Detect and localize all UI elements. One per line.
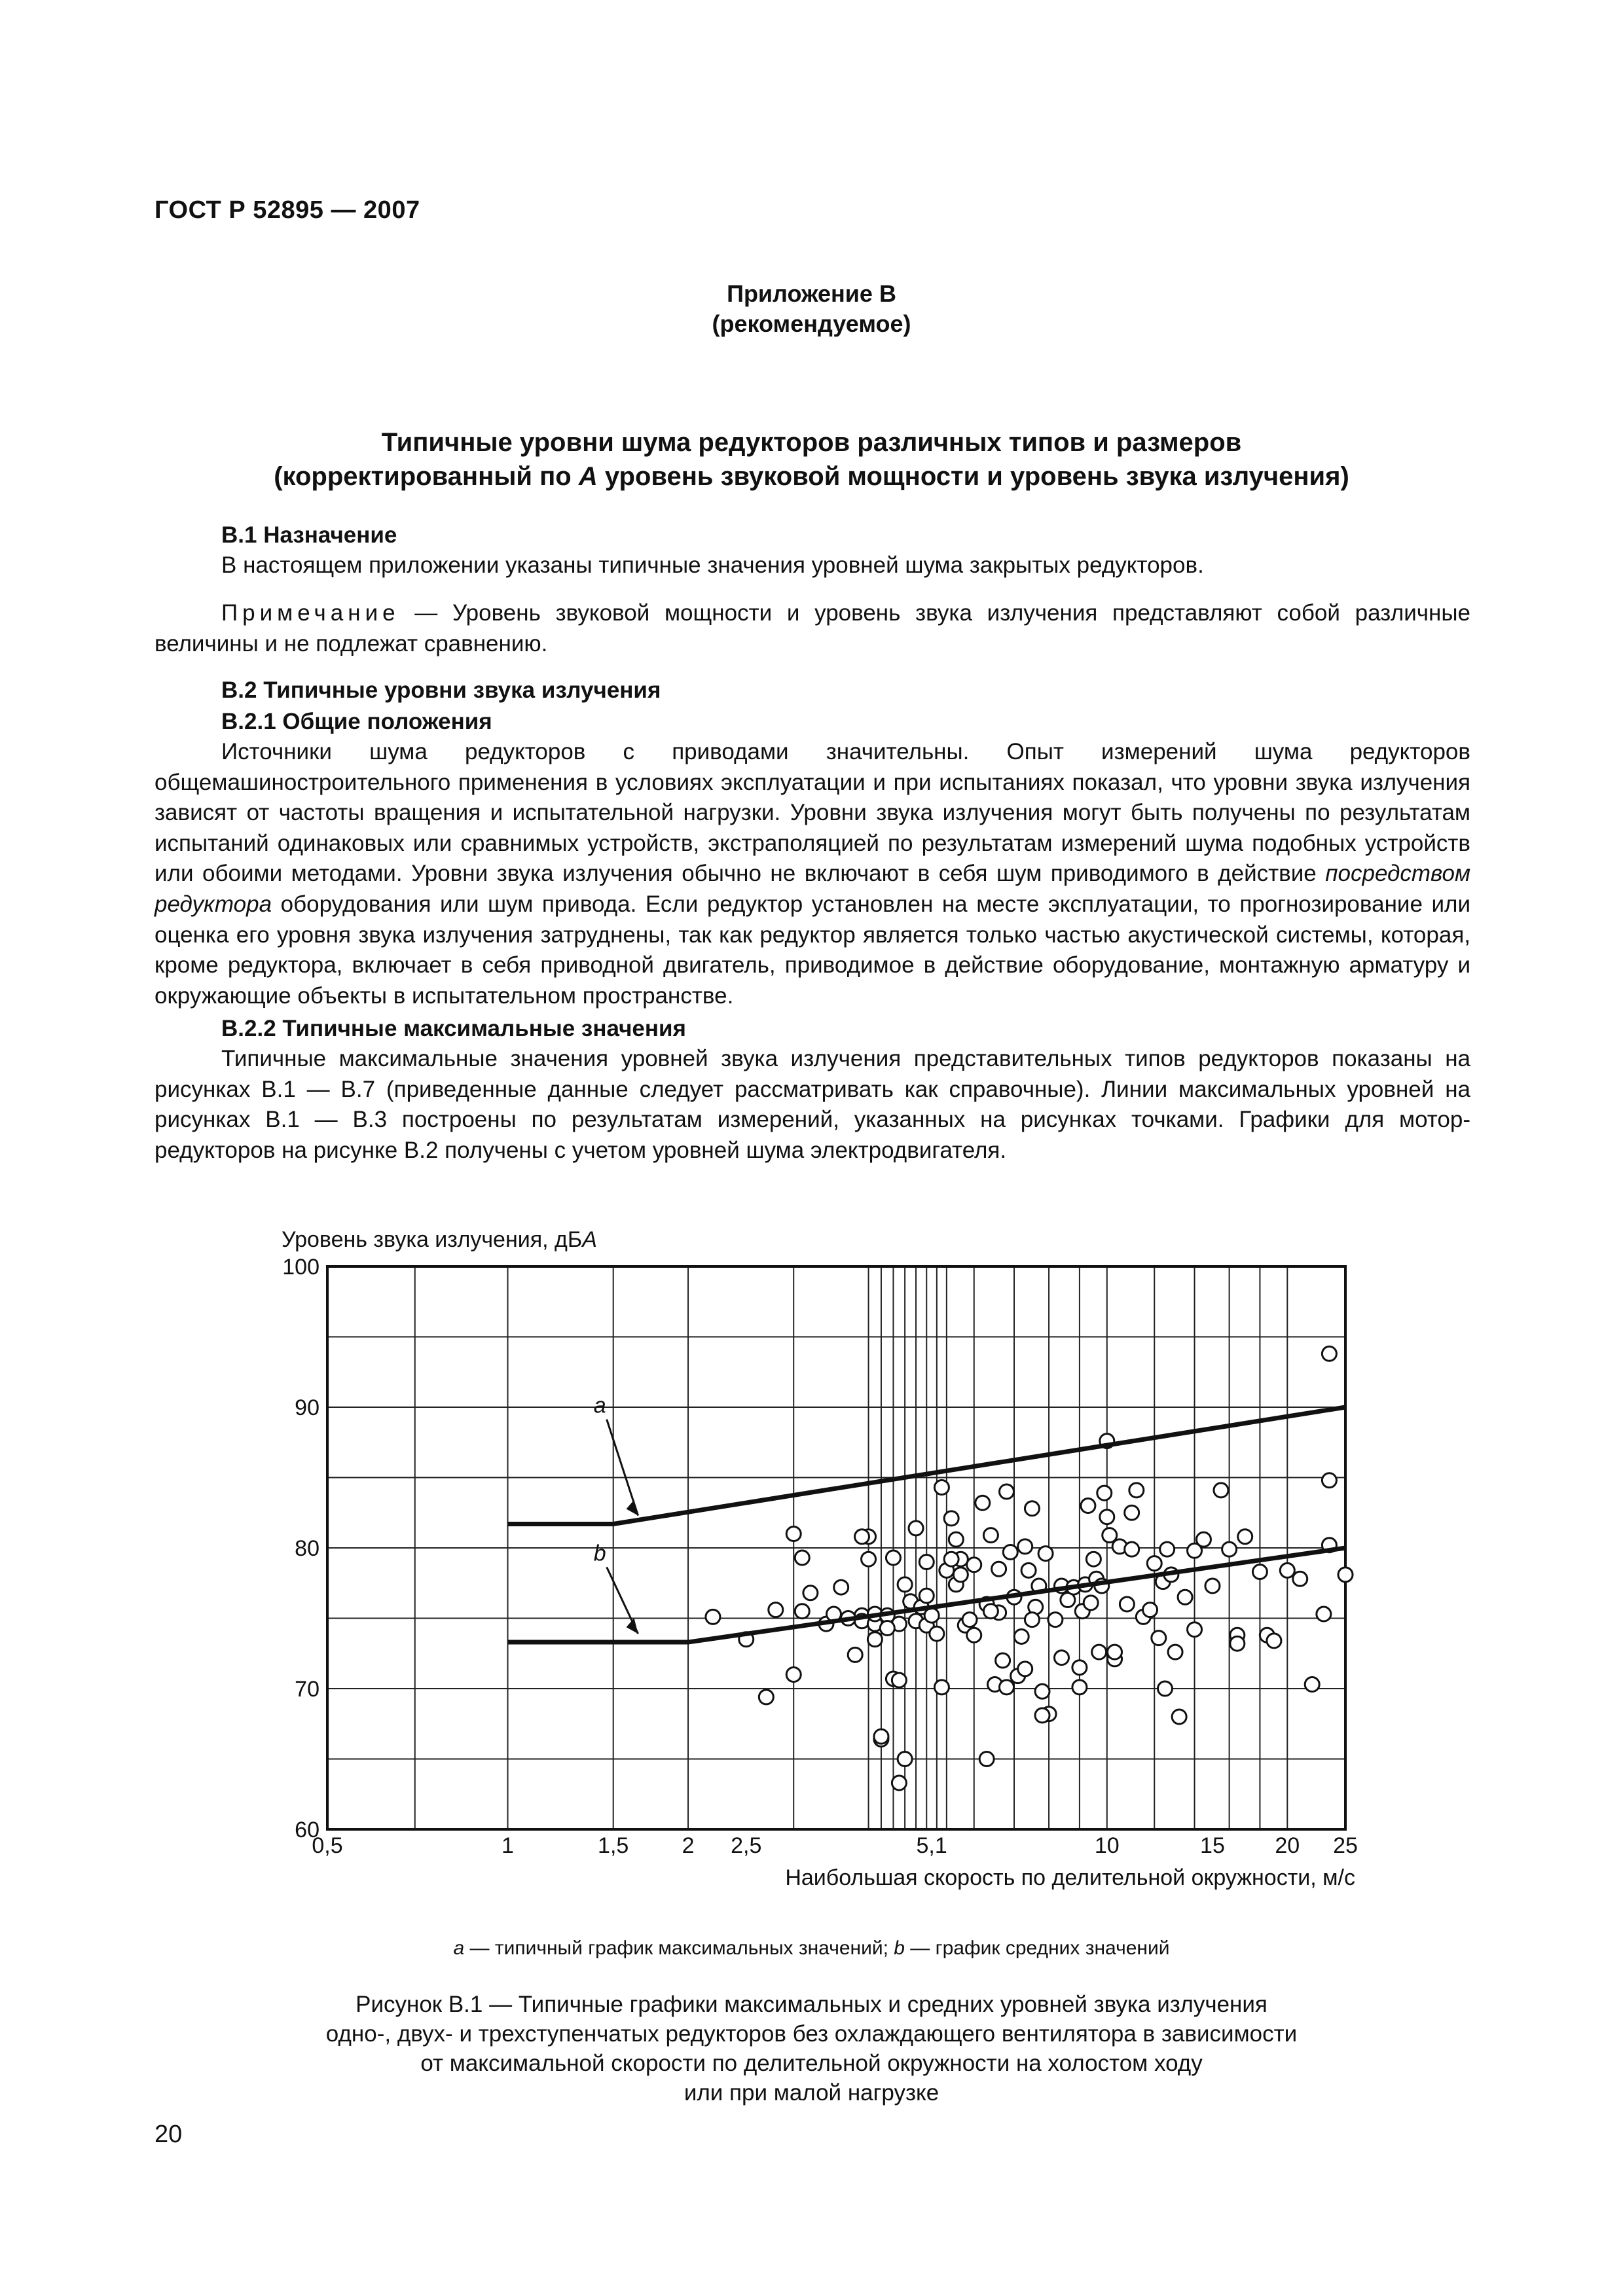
- data-point: [996, 1653, 1010, 1668]
- y-tick-label: 70: [295, 1677, 319, 1702]
- data-point: [919, 1588, 934, 1603]
- data-point: [1125, 1505, 1139, 1520]
- data-point: [1322, 1346, 1336, 1361]
- annex-title-line2: (корректированный по А уровень звуковой мощности и уровень звука излучения): [274, 462, 1349, 491]
- data-point: [898, 1577, 912, 1592]
- y-tick-label: 60: [295, 1818, 319, 1842]
- data-point: [1125, 1542, 1139, 1556]
- data-point: [1338, 1568, 1353, 1582]
- data-point: [967, 1558, 981, 1572]
- data-point: [934, 1680, 949, 1695]
- data-point: [1003, 1545, 1017, 1559]
- data-point: [1018, 1662, 1032, 1676]
- note-label: Примечание: [221, 600, 400, 626]
- data-point: [992, 1562, 1006, 1576]
- data-point: [706, 1609, 720, 1624]
- data-point: [909, 1521, 923, 1535]
- page-number: 20: [155, 2121, 183, 2148]
- data-point: [979, 1752, 994, 1767]
- y-tick-label: 100: [282, 1255, 319, 1280]
- data-point: [1172, 1710, 1186, 1724]
- data-points: [706, 1346, 1353, 1790]
- data-point: [862, 1552, 876, 1566]
- data-point: [1158, 1681, 1172, 1696]
- data-point: [854, 1530, 869, 1544]
- data-point: [953, 1568, 968, 1582]
- x-tick-label: 0,5: [312, 1833, 343, 1858]
- data-point: [786, 1668, 801, 1682]
- data-point: [1072, 1660, 1087, 1675]
- data-point: [1084, 1596, 1098, 1610]
- data-point: [1188, 1623, 1202, 1637]
- data-point: [834, 1580, 848, 1594]
- data-point: [1214, 1483, 1228, 1498]
- data-point: [1293, 1571, 1307, 1586]
- annotation-b: b: [593, 1541, 606, 1566]
- data-point: [999, 1484, 1013, 1499]
- data-point: [1230, 1636, 1245, 1651]
- data-point: [1108, 1645, 1122, 1659]
- data-point: [1178, 1590, 1192, 1604]
- data-point: [1092, 1645, 1106, 1659]
- x-tick-label: 10: [1094, 1833, 1120, 1858]
- data-point: [983, 1528, 998, 1543]
- section-b22-heading: В.2.2 Типичные максимальные значения: [221, 1016, 686, 1041]
- x-tick-label: 1,5: [598, 1833, 629, 1858]
- data-point: [1168, 1645, 1182, 1659]
- data-point: [1025, 1613, 1039, 1627]
- data-point: [759, 1690, 773, 1704]
- x-tick-label: 20: [1275, 1833, 1300, 1858]
- data-point: [874, 1729, 888, 1744]
- data-point: [1120, 1597, 1134, 1611]
- data-point: [949, 1532, 963, 1547]
- data-point: [1014, 1629, 1029, 1643]
- data-point: [1097, 1486, 1112, 1500]
- data-point: [795, 1551, 809, 1565]
- data-point: [892, 1776, 906, 1790]
- x-tick-label: 15: [1200, 1833, 1225, 1858]
- section-b22-text: Типичные максимальные значения уровней звука излучения представительных типов редукторов показаны на рисунках В.1 — В.7 (приведенные данные следует рассматривать как справочные). Линии максимальных уровней на рисунках В.1 — В.3 построены по результатам измерений, указанных на рисунках точками. Графики для мотор-редукторов на рисунке В.2 получены с учетом уровней шума электродвигателя.: [155, 1046, 1470, 1163]
- annotation-a: а: [593, 1393, 606, 1418]
- annotation-b-arrowhead: [627, 1618, 638, 1634]
- data-point: [1143, 1603, 1158, 1617]
- data-point: [1100, 1510, 1114, 1524]
- data-point: [898, 1752, 912, 1767]
- data-point: [786, 1527, 801, 1541]
- y-tick-label: 80: [295, 1536, 319, 1561]
- document-header: ГОСТ Р 52895 — 2007: [155, 196, 420, 224]
- scatter-plot: [275, 1227, 1362, 1895]
- data-point: [1048, 1613, 1063, 1627]
- data-point: [769, 1603, 783, 1617]
- data-point: [1081, 1499, 1095, 1513]
- data-point: [1252, 1565, 1267, 1579]
- data-point: [976, 1496, 990, 1510]
- data-point: [867, 1632, 882, 1647]
- data-point: [1025, 1501, 1039, 1516]
- x-axis-label: Наибольшая скорость по делительной окружности, м/с: [785, 1865, 1355, 1890]
- data-point: [1267, 1634, 1281, 1648]
- data-point: [1072, 1680, 1087, 1695]
- x-tick-label: 5,1: [916, 1833, 947, 1858]
- data-point: [944, 1552, 958, 1566]
- data-point: [886, 1551, 900, 1565]
- data-point: [999, 1680, 1013, 1695]
- data-point: [1086, 1552, 1101, 1566]
- data-point: [1152, 1631, 1166, 1645]
- y-axis-label: [282, 1227, 597, 1252]
- data-point: [924, 1608, 939, 1623]
- figure-legend: а — типичный график максимальных значений; b — график средних значений: [453, 1937, 1170, 1959]
- data-point: [1222, 1542, 1237, 1556]
- section-b1-text: В настоящем приложении указаны типичные значения уровней шума закрытых редукторов.: [221, 552, 1204, 578]
- y-label-unit: А: [582, 1227, 597, 1252]
- data-point: [1305, 1677, 1319, 1692]
- data-point: [892, 1673, 906, 1687]
- data-point: [1054, 1651, 1068, 1665]
- y-tick-label: 90: [295, 1395, 319, 1420]
- data-point: [1322, 1473, 1336, 1488]
- annex-title-line1: Типичные уровни шума редукторов различных типов и размеров: [381, 428, 1242, 457]
- data-point: [1147, 1556, 1161, 1571]
- data-point: [1018, 1539, 1032, 1554]
- data-point: [803, 1586, 818, 1600]
- x-tick-label: 25: [1333, 1833, 1358, 1858]
- data-point: [848, 1647, 862, 1662]
- section-b2-heading: В.2 Типичные уровни звука излучения: [221, 677, 661, 703]
- y-label-text: Уровень звука излучения, дБ: [282, 1227, 583, 1252]
- section-b21-heading: В.2.1 Общие положения: [221, 709, 492, 734]
- data-point: [944, 1511, 958, 1526]
- data-point: [880, 1621, 894, 1636]
- figure-caption-line2: одно-, двух- и трехступенчатых редукторов без охлаждающего вентилятора в зависимости: [325, 2021, 1298, 2047]
- x-tick-label: 2: [682, 1833, 695, 1858]
- data-point: [930, 1626, 944, 1641]
- figure-caption-line4: или при малой нагрузке: [684, 2080, 939, 2106]
- data-point: [1021, 1563, 1036, 1577]
- figure-b1-chart: [275, 1227, 1362, 1898]
- data-point: [795, 1604, 809, 1619]
- data-point: [1038, 1547, 1053, 1561]
- figure-caption-line1: Рисунок В.1 — Типичные графики максимальных и средних уровней звука излучения: [356, 1992, 1267, 2017]
- data-point: [1238, 1530, 1252, 1544]
- annex-name: Приложение В: [727, 280, 896, 307]
- title-a-weighting: А: [578, 462, 598, 491]
- x-tick-label: 1: [501, 1833, 514, 1858]
- note: Примечание — Уровень звуковой мощности и уровень звука излучения представляют собой различные величины и не подлежат сравнению.: [155, 600, 1470, 656]
- data-point: [919, 1555, 934, 1570]
- x-tick-label: 2,5: [731, 1833, 762, 1858]
- data-point: [1035, 1684, 1049, 1698]
- data-point: [1205, 1579, 1220, 1593]
- figure-caption-line3: от максимальной скорости по делительной окружности на холостом ходу: [420, 2051, 1203, 2076]
- data-point: [1280, 1563, 1294, 1577]
- section-b1-heading: В.1 Назначение: [221, 522, 397, 548]
- data-point: [1160, 1542, 1175, 1556]
- data-point: [967, 1628, 981, 1642]
- section-b21-text: Источники шума редукторов с приводами значительны. Опыт измерений шума редукторов общемашиностроительного применения в условиях эксплуатации и при испытаниях показал, что уровни звука излучения зависят от частоты вращения и испытательной нагрузки. Уровни звука излучения могут быть получены по результатам испытаний одинаковых или сравнимых устройств, экстраполяцией по результатам измерений шума подобных устройств или обоими методами. Уровни звука излучения обычно не включают в себя шум приводимого в действие посредством редуктора оборудования или шум привода. Если редуктор установлен на месте эксплуатации, то прогнозирование или оценка его уровня звука излучения затруднены, так как редуктор является только частью акустической системы, которая, кроме редуктора, включает в себя приводной двигатель, приводимое в действие оборудование, монтажную арматуру и окружающие объекты в испытательном пространстве.: [155, 739, 1470, 1009]
- data-point: [1188, 1543, 1202, 1558]
- data-point: [983, 1604, 998, 1619]
- annotations: [594, 1393, 638, 1634]
- data-point: [1035, 1708, 1049, 1723]
- annex-status: (рекомендуемое): [712, 310, 911, 337]
- data-point: [1129, 1483, 1144, 1498]
- data-point: [962, 1613, 977, 1627]
- data-point: [1317, 1607, 1331, 1621]
- data-point: [934, 1480, 949, 1495]
